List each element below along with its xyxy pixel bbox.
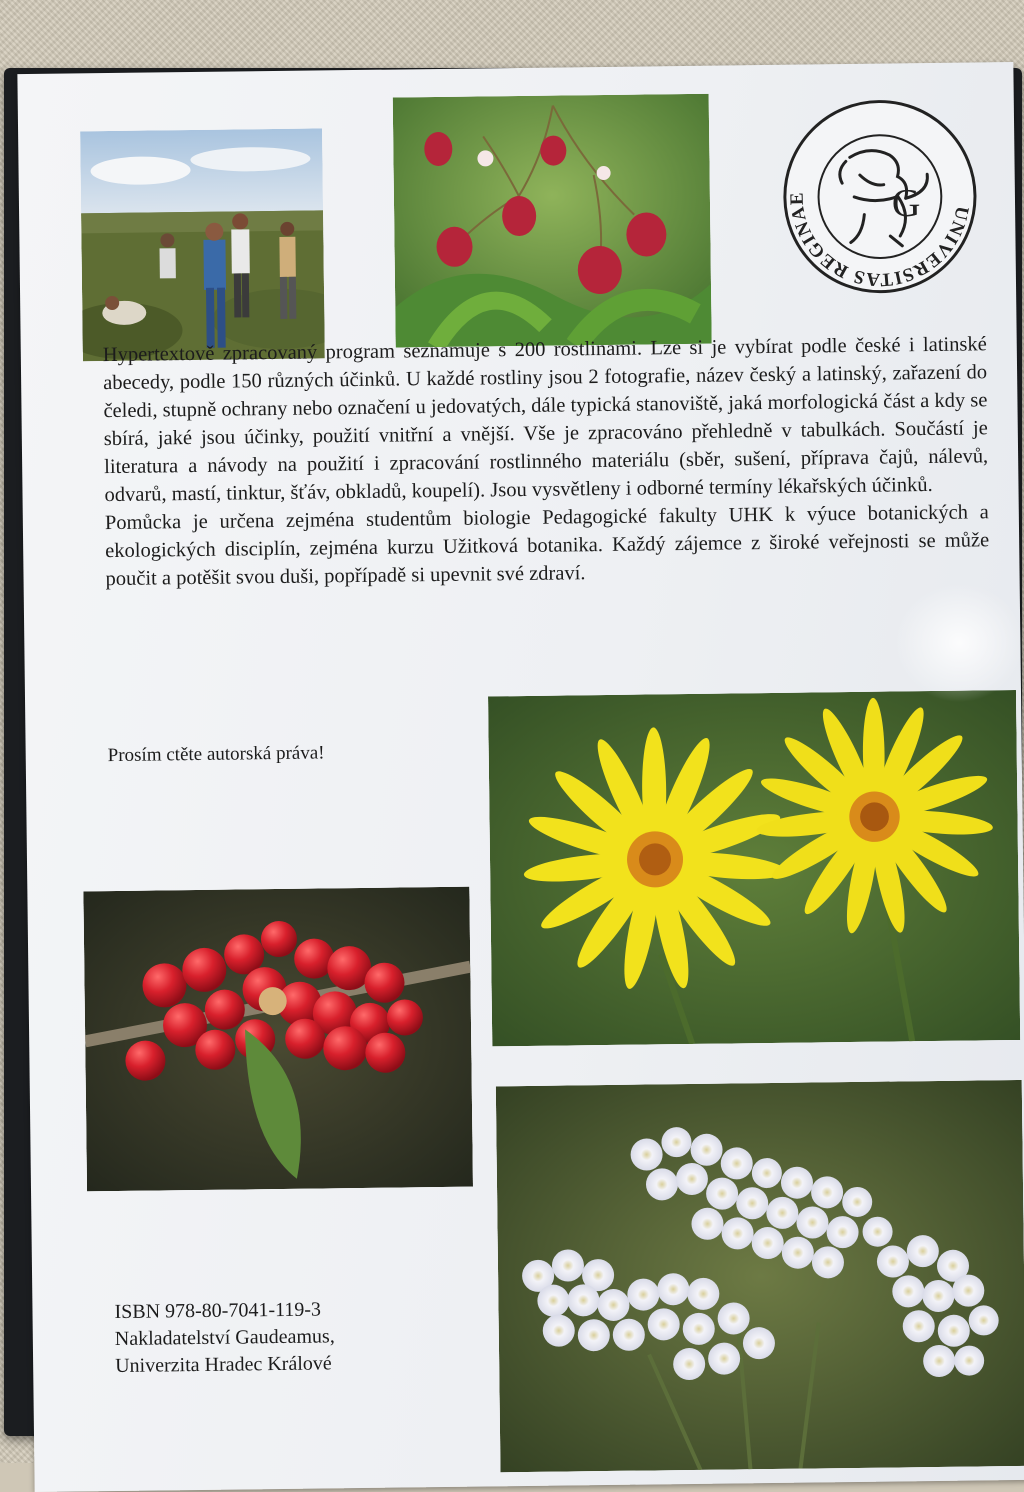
photo-wild-strawberries [393, 94, 712, 348]
back-cover [17, 62, 1024, 1492]
light-reflection [894, 582, 1024, 704]
seal-text: UNIVERSITAS REGINAEGRADECENSIS [786, 191, 973, 291]
photo-arnica-flowers [488, 690, 1020, 1046]
photo-yarrow [496, 1080, 1024, 1472]
photo-hikers [80, 128, 325, 361]
publisher-name: Nakladatelství Gaudeamus, [114, 1325, 335, 1351]
description-paragraph-2: Pomůcka je určena zejména studentům biologie Pedagogické fakulty UHK k výuce botanických a ekologických disciplín, zejména kurzu Užitková botanika. Každý zájemce z široké veřejnosti se může poučit a potěšit svou duši, popřípadě si upevnit své zdraví. [104, 501, 990, 591]
university-seal-icon [780, 96, 980, 296]
description-paragraph-1: Hypertextově zpracovaný program seznamuje s 200 rostlinami. Lze si je vybírat podle české i latinské abecedy, podle 150 různých účinků. U každé rostliny jsou 2 fotografie, název český a latinský, zařazení do čeledi, stupně ochrany nebo označení u jedovatých, dále typická stanoviště, jaká morfologická část a kdy se sbírá, jaké jsou účinky, použití vnitřní a vnější. Vše je zpracováno přehledně v tabulkách. Součástí je literatura a návody na použití i zpracování rostlinného materiálu (sběr, sušení, příprava čajů, nálevů, odvarů, mastí, tinktur, šťáv, obkladů, koupelí). Jsou vysvětleny i odborné termíny lékařských účinků. [102, 333, 989, 507]
university-name: Univerzita Hradec Králové [115, 1352, 332, 1378]
isbn: ISBN 978-80-7041-119-3 [114, 1298, 322, 1324]
photo-red-berries [83, 887, 473, 1192]
copyright-notice: Prosím ctěte autorská práva! [107, 742, 325, 767]
svg-text:G: G [891, 180, 921, 226]
publisher-info [114, 1296, 335, 1380]
dvd-case [4, 68, 1022, 1436]
description-text [103, 330, 990, 593]
